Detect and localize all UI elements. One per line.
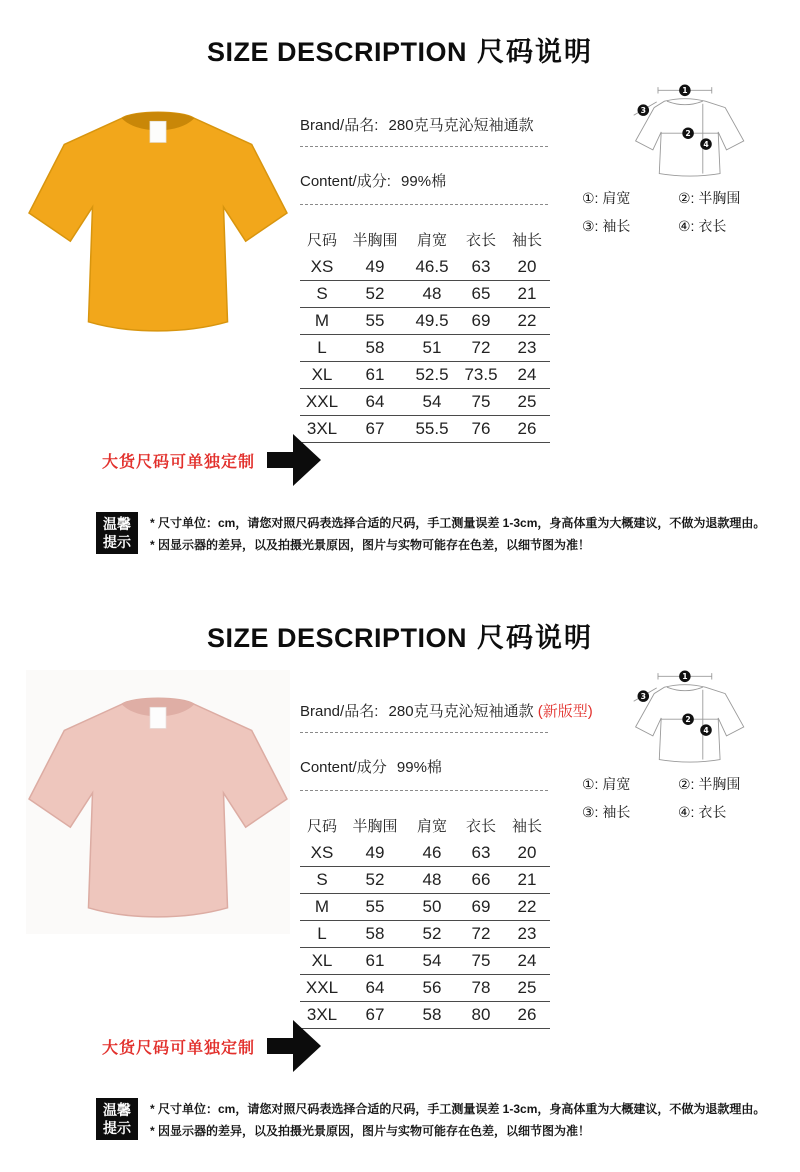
table-cell: XS — [310, 843, 334, 862]
size-table-body — [300, 254, 550, 443]
table-cell: 75 — [471, 951, 491, 970]
tips-lines — [150, 512, 765, 556]
table-cell: 64 — [365, 392, 385, 411]
marker-2: 2 — [685, 129, 691, 139]
table-cell: XS — [310, 257, 334, 276]
content-value: 99%棉 — [401, 173, 447, 190]
custom-size-note: 大货尺码可单独定制 — [102, 453, 256, 471]
table-header-cell: 尺码 — [306, 817, 337, 835]
brand-value: 280克马克沁短袖通款 — [388, 703, 534, 720]
table-cell: 52 — [422, 924, 442, 943]
table-cell: 50 — [422, 897, 442, 916]
table-cell: 63 — [471, 843, 491, 862]
custom-size-row — [102, 1016, 321, 1076]
legend-item: ②: 半胸围 — [678, 776, 741, 792]
measure-legend — [582, 774, 798, 822]
table-cell: XL — [311, 951, 333, 970]
legend-item: ③: 袖长 — [582, 804, 631, 820]
table-cell: 58 — [365, 924, 385, 943]
table-header-cell: 尺码 — [306, 231, 337, 249]
legend-row — [582, 216, 798, 236]
table-row — [300, 1002, 550, 1029]
page-title-en: SIZE DESCRIPTION — [206, 37, 468, 67]
tips-badge-line2: 提示 — [103, 534, 131, 550]
measurement-diagram — [582, 668, 798, 822]
size-section-pink — [0, 586, 800, 1172]
arrow-right-icon — [267, 1016, 321, 1076]
table-cell: 49.5 — [415, 311, 449, 330]
tips-badge-line2: 提示 — [103, 1120, 131, 1136]
dashed-divider — [300, 146, 548, 147]
legend-row — [582, 802, 798, 822]
table-cell: 55 — [365, 897, 385, 916]
table-cell: 63 — [471, 257, 491, 276]
shirt-diagram-icon — [582, 82, 798, 178]
page-title-zh: 尺码说明 — [477, 37, 594, 67]
table-cell: 49 — [365, 843, 385, 862]
size-table — [300, 224, 550, 443]
page-title-en: SIZE DESCRIPTION — [206, 623, 468, 653]
table-cell: 3XL — [306, 419, 338, 438]
table-cell: 20 — [517, 843, 537, 862]
table-cell: M — [314, 311, 330, 330]
brand-highlight: (新版型) — [537, 703, 593, 720]
tshirt-body — [29, 698, 287, 917]
table-cell: 24 — [517, 951, 537, 970]
table-cell: 22 — [517, 897, 537, 916]
table-cell: XL — [311, 365, 333, 384]
table-cell: 26 — [517, 419, 537, 438]
tips-lines — [150, 1098, 765, 1142]
tips-badge-line1: 温馨 — [103, 516, 131, 532]
table-header-row — [300, 224, 550, 254]
content-label: Content/成分: — [300, 173, 391, 190]
legend-item: ③: 袖长 — [582, 218, 631, 234]
brand-label: Brand/品名: — [300, 117, 379, 134]
table-cell: 20 — [517, 257, 537, 276]
table-header-cell: 肩宽 — [416, 231, 447, 249]
marker-4: 4 — [703, 725, 709, 735]
table-cell: 54 — [422, 951, 442, 970]
table-cell: 73.5 — [464, 365, 498, 384]
table-cell: 72 — [471, 338, 491, 357]
tip-line: * 尺寸单位：cm，请您对照尺码表选择合适的尺码，手工测量误差 1-3cm，身高体重为大概建议，不做为退款理由。 — [150, 1102, 766, 1116]
table-cell: 61 — [365, 951, 385, 970]
table-cell: 48 — [422, 284, 442, 303]
yellow-tshirt-photo — [26, 84, 290, 348]
table-row — [300, 362, 550, 389]
tip-line: * 因显示器的差异，以及拍摄光景原因，图片与实物可能存在色差，以细节图为准！ — [150, 1124, 591, 1138]
table-cell: 64 — [365, 978, 385, 997]
table-cell: L — [317, 924, 327, 943]
marker-2: 2 — [685, 715, 691, 725]
table-cell: 76 — [471, 419, 491, 438]
table-cell: 21 — [517, 870, 537, 889]
table-cell: 75 — [471, 392, 491, 411]
table-header-row — [300, 810, 550, 840]
dashed-divider — [300, 790, 548, 791]
brand-line — [300, 700, 593, 721]
table-cell: 54 — [422, 392, 442, 411]
dashed-divider — [300, 732, 548, 733]
table-cell: 25 — [517, 978, 537, 997]
table-cell: 49 — [365, 257, 385, 276]
table-cell: 23 — [517, 338, 537, 357]
dashed-divider — [300, 204, 548, 205]
table-row — [300, 975, 550, 1002]
brand-value: 280克马克沁短袖通款 — [388, 117, 534, 134]
table-cell: 58 — [365, 338, 385, 357]
size-table-body — [300, 840, 550, 1029]
tip-line: * 因显示器的差异，以及拍摄光景原因，图片与实物可能存在色差，以细节图为准！ — [150, 538, 591, 552]
table-cell: 72 — [471, 924, 491, 943]
custom-size-row — [102, 430, 321, 490]
table-header-cell: 衣长 — [465, 231, 496, 249]
table-cell: 51 — [422, 338, 442, 357]
table-cell: 56 — [422, 978, 442, 997]
table-cell: 55 — [365, 311, 385, 330]
table-row — [300, 308, 550, 335]
tips-badge-line1: 温馨 — [103, 1102, 131, 1118]
table-cell: XXL — [305, 978, 339, 997]
marker-1: 1 — [682, 86, 688, 96]
content-value: 99%棉 — [396, 759, 442, 776]
table-cell: 52.5 — [415, 365, 449, 384]
table-cell: 61 — [365, 365, 385, 384]
table-cell: 3XL — [306, 1005, 338, 1024]
tshirt-image — [26, 670, 290, 934]
table-header-cell: 半胸围 — [352, 231, 398, 249]
table-row — [300, 335, 550, 362]
legend-row — [582, 188, 798, 208]
custom-size-note: 大货尺码可单独定制 — [102, 1039, 256, 1057]
arrow-right-icon — [267, 430, 321, 490]
size-table — [300, 810, 550, 1029]
table-cell: XXL — [305, 392, 339, 411]
legend-item: ④: 衣长 — [678, 804, 727, 820]
table-cell: L — [317, 338, 327, 357]
marker-3: 3 — [640, 692, 646, 702]
shirt-diagram-icon — [582, 668, 798, 764]
table-cell: 24 — [517, 365, 537, 384]
legend-item: ①: 肩宽 — [582, 190, 631, 206]
tshirt-image — [26, 84, 290, 348]
table-header-cell: 衣长 — [465, 817, 496, 835]
table-cell: 58 — [422, 1005, 442, 1024]
page-title — [0, 30, 800, 69]
table-cell: 78 — [471, 978, 491, 997]
legend-item: ②: 半胸围 — [678, 190, 741, 206]
table-cell: 23 — [517, 924, 537, 943]
size-table-head — [300, 810, 550, 840]
table-cell: 22 — [517, 311, 537, 330]
tips-badge — [96, 512, 138, 554]
table-cell: 67 — [365, 419, 385, 438]
table-row — [300, 281, 550, 308]
marker-3: 3 — [640, 106, 646, 116]
tips-badge — [96, 1098, 138, 1140]
table-cell: 55.5 — [415, 419, 449, 438]
table-cell: S — [316, 284, 328, 303]
table-header-cell: 肩宽 — [416, 817, 447, 835]
pink-tshirt-photo — [26, 670, 290, 934]
tips-block — [96, 1098, 768, 1142]
table-cell: 69 — [471, 311, 491, 330]
table-cell: 80 — [471, 1005, 491, 1024]
table-cell: 52 — [365, 284, 385, 303]
table-cell: 52 — [365, 870, 385, 889]
table-cell: 46 — [422, 843, 442, 862]
tshirt-body — [29, 112, 287, 331]
legend-item: ①: 肩宽 — [582, 776, 631, 792]
legend-item: ④: 衣长 — [678, 218, 727, 234]
page-title-zh: 尺码说明 — [477, 623, 594, 653]
neck-label — [150, 707, 166, 728]
measure-legend — [582, 188, 798, 236]
neck-label — [150, 121, 166, 142]
table-cell: 25 — [517, 392, 537, 411]
brand-label: Brand/品名: — [300, 703, 379, 720]
marker-4: 4 — [703, 139, 709, 149]
content-label: Content/成分 — [300, 759, 387, 776]
table-header-cell: 半胸围 — [352, 817, 398, 835]
table-cell: 26 — [517, 1005, 537, 1024]
table-header-cell: 袖长 — [511, 817, 542, 835]
table-cell: 69 — [471, 897, 491, 916]
table-cell: 48 — [422, 870, 442, 889]
content-line — [300, 756, 552, 777]
table-cell: M — [314, 897, 330, 916]
legend-row — [582, 774, 798, 794]
table-row — [300, 416, 550, 443]
marker-1: 1 — [682, 672, 688, 682]
table-row — [300, 254, 550, 281]
tip-line: * 尺寸单位：cm，请您对照尺码表选择合适的尺码，手工测量误差 1-3cm，身高体重为大概建议，不做为退款理由。 — [150, 516, 766, 530]
table-header-cell: 袖长 — [511, 231, 542, 249]
table-cell: 21 — [517, 284, 537, 303]
measurement-diagram — [582, 82, 798, 236]
table-cell: 46.5 — [415, 257, 449, 276]
table-row — [300, 389, 550, 416]
table-row — [300, 921, 550, 948]
content-line — [300, 170, 552, 191]
table-cell: S — [316, 870, 328, 889]
size-table-head — [300, 224, 550, 254]
table-cell: 67 — [365, 1005, 385, 1024]
table-row — [300, 867, 550, 894]
table-row — [300, 840, 550, 867]
tips-block — [96, 512, 768, 556]
table-cell: 65 — [471, 284, 491, 303]
brand-line — [300, 114, 552, 135]
table-cell: 66 — [471, 870, 491, 889]
table-row — [300, 948, 550, 975]
table-row — [300, 894, 550, 921]
page-title — [0, 616, 800, 655]
